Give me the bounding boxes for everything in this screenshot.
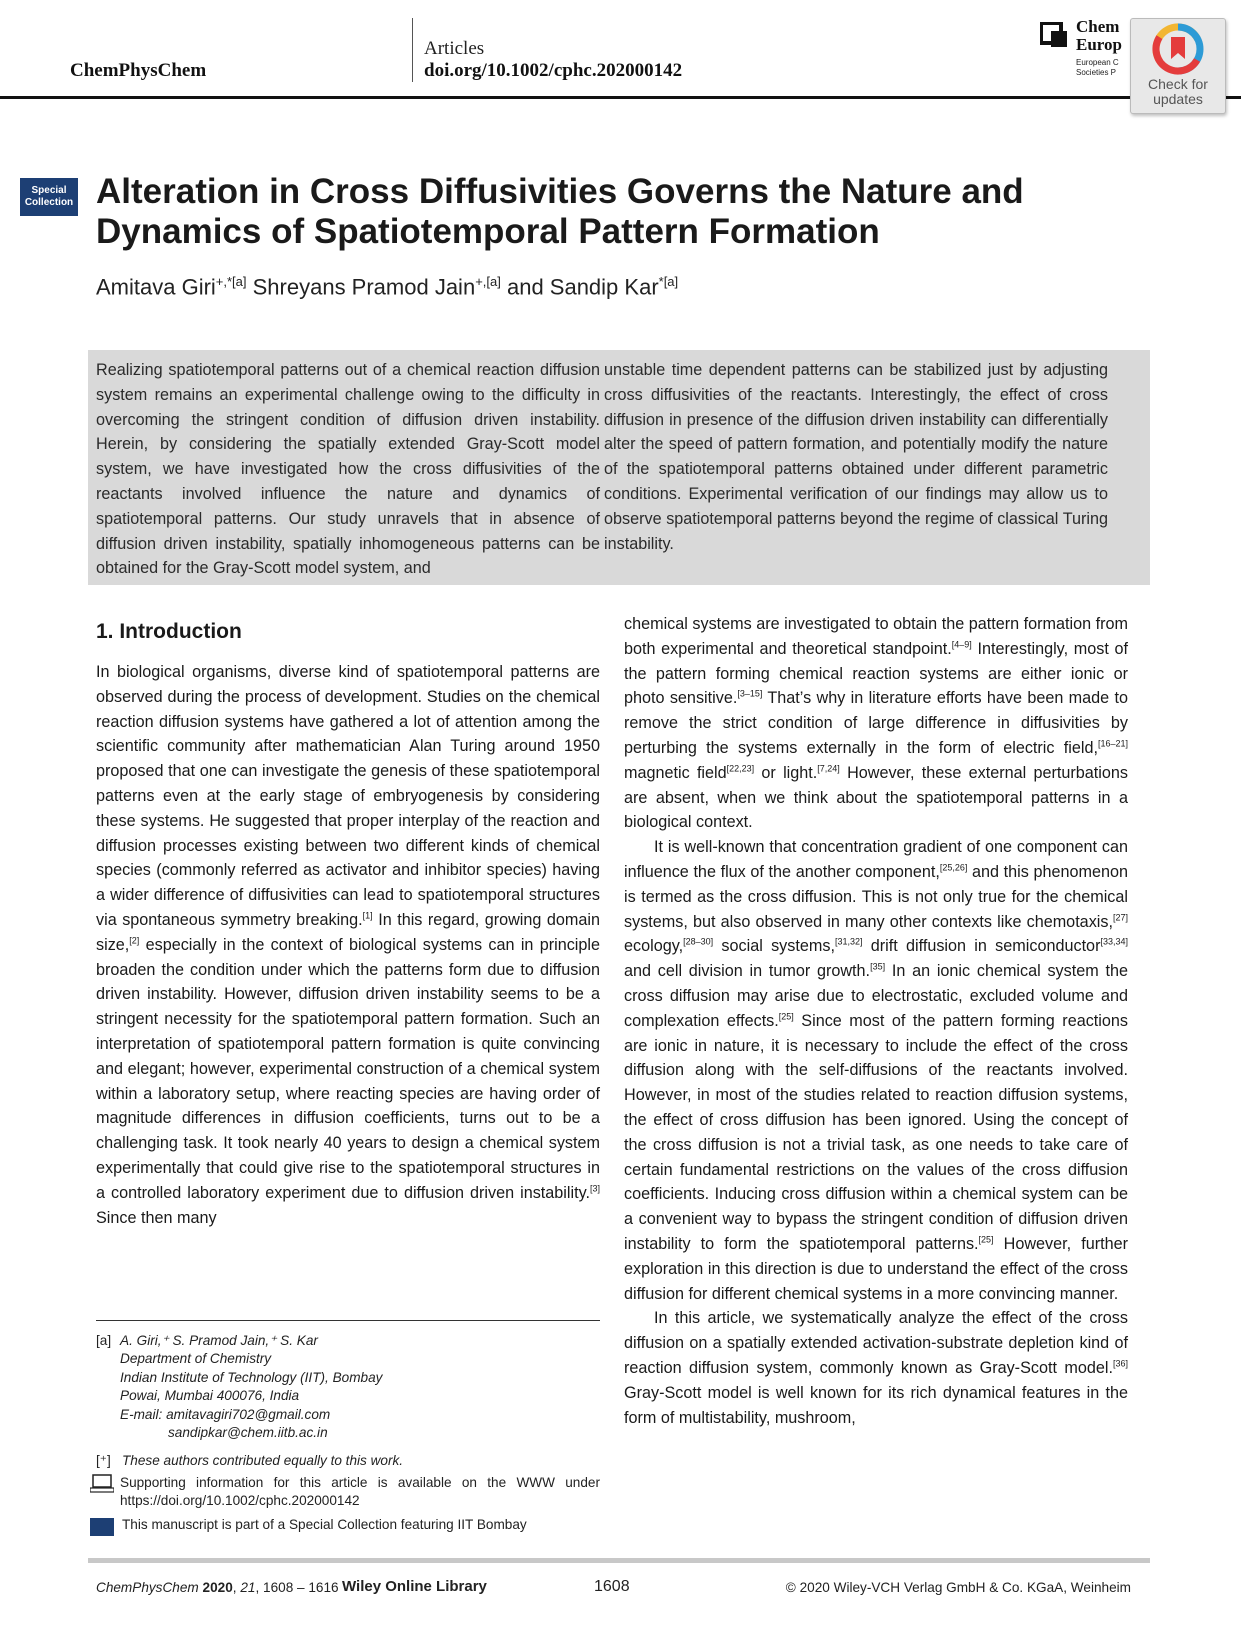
citation-reference[interactable]: [28–30] [683, 936, 714, 947]
text-run: ecology, [624, 937, 684, 956]
citation-reference[interactable]: [1] [362, 910, 373, 921]
text-run: However, these external perturbations are absent, when we think about the spatiotemporal patterns in a biological context. [624, 763, 1128, 832]
citation-volume: 21 [240, 1580, 256, 1595]
footnote-mark: [a] [96, 1333, 112, 1348]
text-run: Gray-Scott model is well known for its rich dynamical features in the form of multistability, mushroom, [624, 1383, 1128, 1427]
citation-reference[interactable]: [35] [870, 961, 886, 972]
text-run: Since then many [96, 1208, 217, 1227]
text-run: In this article, we systematically analyze the effect of the cross diffusion on a spatially extended activation-substrate depletion kind of reaction diffusion system, commonly known as Gray-Scott model. [624, 1309, 1128, 1377]
footer-bar [88, 1558, 1150, 1563]
text-run: It is well-known that concentration gradient of one component can influence the flux of the another component, [624, 838, 1128, 881]
citation-year: 2020 [202, 1580, 233, 1595]
text-run: In an ionic chemical system the cross diffusion may arise due to electrostatic, excluded volume and complexation effects. [624, 962, 1128, 1030]
citation-journal: ChemPhysChem [96, 1580, 199, 1595]
check-updates-label: Check for updates [1148, 76, 1208, 107]
abstract-box [88, 350, 1150, 585]
badge-line-2: Collection [24, 197, 74, 208]
citation-reference[interactable]: [2] [129, 935, 140, 946]
publisher-logo[interactable] [1040, 18, 1130, 88]
footnote-line: Department of Chemistry [120, 1351, 272, 1367]
journal-name: ChemPhysChem [70, 60, 207, 81]
citation-reference[interactable]: [36] [1112, 1358, 1128, 1369]
text-run: However, further exploration in this direction is due to understand the effect of the cross diffusion for different chemical systems in a more convincing manner. [624, 1234, 1128, 1303]
section-label: Articles [424, 38, 485, 59]
text-run: Interestingly, most of the pattern forming chemical reaction systems are either ionic or photo sensitive. [624, 639, 1128, 708]
author-affiliation: +,[a] [475, 274, 501, 289]
equal-contribution-note [122, 1452, 403, 1470]
author-name: Shreyans Pramod Jain [246, 274, 476, 300]
abstract-left-column: Realizing spatiotemporal patterns out of a chemical reaction diffusion system remains an experimental challenge owing to the difficulty in overcoming the stringent condition of diffusion driven instability. Herein, by considering the spatially extended Gray-Scott model system, we have investigated how the cross diffusivities of the reactants involved influence the nature and dynamics of spatiotemporal patterns. Our study unravels that in absence of diffusion driven instability, spatially inhomogeneous patterns can be obtained for the Gray-Scott model system, and [96, 361, 600, 578]
footnote-text: These authors contributed equally to this work. [122, 1453, 404, 1468]
citation-pages: , 1608 – 1616 [255, 1580, 339, 1595]
citation-reference[interactable]: [25] [778, 1011, 794, 1022]
check-updates-icon [1131, 21, 1225, 77]
computer-icon [90, 1474, 114, 1494]
paragraph [624, 835, 1128, 1306]
footnote-mark: [⁺] [96, 1453, 111, 1468]
header-rule [0, 96, 1241, 99]
article-title: Alteration in Cross Diffusivities Governs the Nature and Dynamics of Spatiotemporal Pattern Formation [96, 172, 1024, 251]
footnote-line: Powai, Mumbai 400076, India [120, 1388, 300, 1404]
paragraph [624, 612, 1128, 835]
citation-reference[interactable]: [27] [1112, 912, 1128, 923]
publisher-logo-subtext: European C Societies P [1076, 58, 1119, 77]
citation-reference[interactable]: [22,23] [726, 763, 755, 774]
text-run: Since most of the pattern forming reactions are ionic in nature, it is necessary to include the effect of the cross diffusion along with the self-diffusions of the reactants involved. However, in most of the studies related to reaction diffusion systems, the effect of cross diffusion has been ignored. Using the concept of the cross diffusion is not a trivial task, as one needs to take care of certain fundamental restrictions on the values of the cross diffusion coefficients. Inducing cross diffusion within a chemical system can be a convenient way to bypass the stringent condition of diffusion driven instability to form the spatiotemporal patterns. [624, 1011, 1128, 1253]
special-collection-note: This manuscript is part of a Special Collection featuring IIT Bombay [122, 1517, 527, 1532]
paragraph [624, 1306, 1128, 1430]
author-affiliation: +,*[a] [215, 274, 247, 289]
author-name: and Sandip Kar [500, 274, 659, 300]
page-number: 1608 [594, 1578, 630, 1595]
text-run: That’s why in literature efforts have been made to remove the strict condition of large difference in diffusivities by perturbing the systems externally in the form of electric field, [624, 689, 1129, 757]
citation-reference[interactable]: [33,34] [1100, 936, 1128, 947]
abstract-right-column: unstable time dependent patterns can be stabilized just by adjusting cross diffusivities of the reactants. Interestingly, the effect of cross diffusion in presence of the diffusion driven instability can differentially alter the speed of pattern formation, and potentially modify the nature of the spatiotemporal patterns obtained under different parametric conditions. Experimental verification of our findings may allow us to observe spatiotemporal patterns beyond the regime of classical Turing instability. [604, 361, 1108, 553]
doi-link[interactable]: doi.org/10.1002/cphc.202000142 [424, 60, 683, 81]
citation-reference[interactable]: [25,26] [939, 862, 968, 873]
footnote-line: Indian Institute of Technology (IIT), Bombay [120, 1369, 383, 1385]
author-affiliation: *[a] [658, 274, 679, 289]
citation: ChemPhysChem 2020, 21, 1608 – 1616 [96, 1580, 339, 1595]
text-run: drift diffusion in semiconductor [862, 937, 1101, 956]
paragraph [96, 660, 600, 1230]
text-run: chemical systems are investigated to obtain the pattern formation from both experimental and theoretical standpoint. [624, 615, 1128, 658]
citation-reference[interactable]: [16–21] [1097, 738, 1128, 749]
body-left-column [96, 660, 600, 1230]
citation-reference[interactable]: [31,32] [834, 936, 863, 947]
chemistry-europe-logo-icon [1040, 22, 1070, 50]
footnote-line: A. Giri,⁺ S. Pramod Jain,⁺ S. Kar [120, 1333, 318, 1348]
badge-line-1: Special [31, 185, 67, 196]
wiley-online-library-link[interactable]: Wiley Online Library [342, 1578, 487, 1595]
citation-reference[interactable]: [3–15] [737, 689, 763, 699]
affiliation-footnote [120, 1332, 580, 1442]
section-heading: 1. Introduction [96, 620, 242, 643]
check-for-updates-button[interactable] [1130, 18, 1226, 114]
text-run: and cell division in tumor growth. [624, 962, 871, 981]
citation-reference[interactable]: [3] [589, 1183, 600, 1194]
body-right-column [624, 612, 1128, 1430]
citation-reference[interactable]: [7,24] [817, 763, 840, 774]
author-name: Amitava Giri [96, 274, 216, 300]
text-run: especially in the context of biological systems can in principle broaden the condition under which the patterns form due to diffusion driven instability. However, diffusion driven instability seems to be a stringent necessity for the spatiotemporal pattern formation. Such an interpretation of spatiotemporal pattern formation is quite convincing and elegant; however, experimental construction of a chemical system within a laboratory setup, where reacting species are having order of magnitude differences in diffusion coefficients, turns out to be a challenging task. It took nearly 40 years to design a chemical system experimentally that could give rise to the spatiotemporal structures in a controlled laboratory experiment due to diffusion driven instability. [96, 935, 600, 1202]
publisher-logo-text: Chem Europ [1076, 17, 1122, 54]
author-list [96, 274, 678, 300]
supporting-info-note[interactable]: Supporting information for this article is available on the WWW under https://doi.org/10.1002/cphc.202000142 [120, 1475, 600, 1509]
copyright: © 2020 Wiley-VCH Verlag GmbH & Co. KGaA, Weinheim [785, 1580, 1131, 1595]
text-run: and this phenomenon is termed as the cross diffusion. This is not only true for the chemical systems, but also observed in many other contexts like chemotaxis, [624, 862, 1129, 931]
header-divider [412, 18, 413, 82]
email-link[interactable]: E-mail: amitavagiri702@gmail.com [120, 1406, 331, 1422]
text-run: or light. [754, 763, 818, 782]
email-link[interactable]: sandipkar@chem.iitb.ac.in [168, 1425, 328, 1441]
special-collection-badge[interactable] [20, 178, 78, 216]
citation-reference[interactable]: [25] [978, 1234, 994, 1245]
footnote-rule [96, 1320, 600, 1321]
text-run: social systems, [713, 937, 835, 956]
text-run: In biological organisms, diverse kind of spatiotemporal patterns are observed during the process of development. Studies on the chemical reaction diffusion systems have gathered a lot of attention among the scientific community after mathematician Alan Turing around 1950 proposed that one can investigate the genesis of these spatiotemporal patterns even at the early stage of embryogenesis by considering these systems. He suggested that proper interplay of the reaction and diffusion processes existing between two different kinds of chemical species (commonly referred as activator and inhibitor species) having a wider difference of diffusivities can lead to spatiotemporal structures via spontaneous symmetry breaking. [96, 663, 600, 929]
text-run: magnetic field [624, 763, 727, 782]
special-collection-mini-badge-icon [90, 1518, 114, 1536]
text-run: In this regard, growing domain size, [96, 910, 601, 954]
citation-reference[interactable]: [4–9] [951, 639, 972, 650]
